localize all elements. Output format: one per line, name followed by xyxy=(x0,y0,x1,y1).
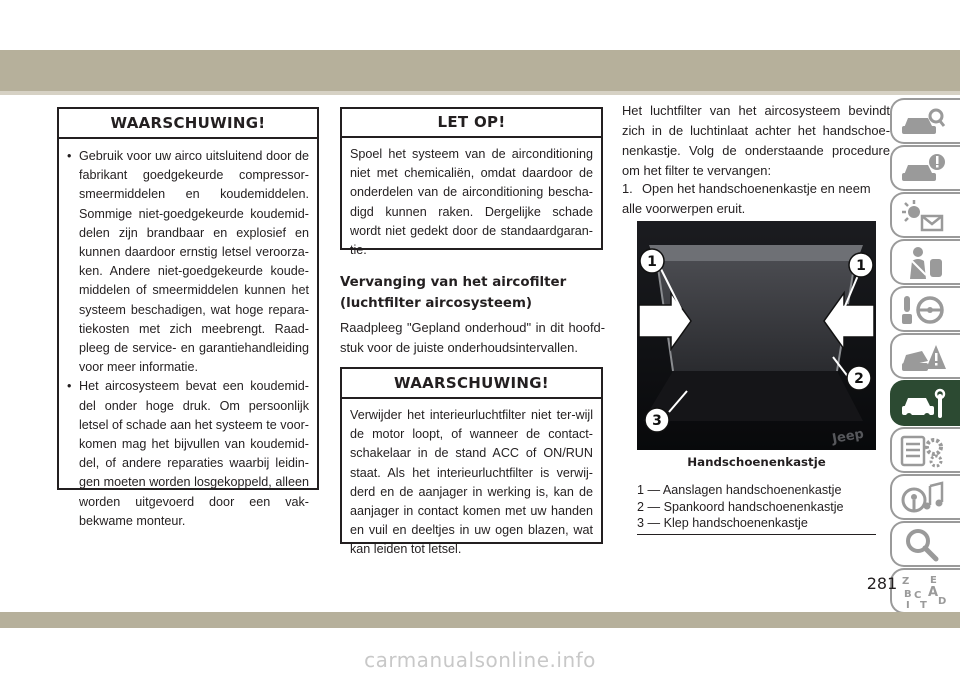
caution-title: LET OP! xyxy=(342,109,601,138)
tab-car-search[interactable] xyxy=(890,98,960,144)
tab-search[interactable] xyxy=(890,521,960,567)
caution-body: Spoel het systeem van de airconditioning niet met chemicaliën, omdat daardoor de onderdelen van de airconditioning bescha-digd kunnen raken. Dergelijke schade wordt niet gedekt door de standaardgaran-tie. xyxy=(350,147,593,258)
warning-title: WAARSCHUWING! xyxy=(59,109,317,139)
tab-dashboard-warning[interactable] xyxy=(890,192,960,238)
car-info-icon xyxy=(900,151,946,187)
tab-car-service[interactable] xyxy=(890,380,960,426)
page-number: 281 xyxy=(866,574,898,593)
warning-item: • Het aircosysteem bevat een koudemid-del onder hoge druk. Om persoonlijk letsel of schade aan het systeem te voor-komen mag het bijvullen van koudemid-del, of andere reparaties waarbij leidin-gen moeten worden losgekoppeld, alleen worden uitgevoerd door een vak-bekwame monteur. xyxy=(67,377,309,531)
section-paragraph: Raadpleeg "Gepland onderhoud" in dit hoofd-stuk voor de juiste onderhoudsintervallen. xyxy=(340,320,605,355)
tab-steering-wheel[interactable] xyxy=(890,286,960,332)
car-service-wrench-icon xyxy=(900,386,946,422)
step-text: Open het handschoenenkastje en neem alle voorwerpen eruit. xyxy=(622,181,871,216)
car-search-icon xyxy=(900,104,946,140)
tab-car-info[interactable] xyxy=(890,145,960,191)
bottom-band xyxy=(0,612,960,628)
index-letter: T xyxy=(920,600,927,610)
callout-label: 2 xyxy=(854,371,864,387)
figure-legend xyxy=(637,482,876,532)
seatbelt-person-icon xyxy=(900,245,946,281)
search-index-icon xyxy=(900,527,946,563)
index-letter: Z xyxy=(902,576,910,587)
warning-body: Verwijder het interieurluchtfilter niet ter-wijl de motor loopt, of wanneer de contact-schakelaar in de stand ACC of ON/RUN staat. Als het interieurluchtfilter is verwij-derd en de aanjager in werking is, kan de aanjager in contact komen met uw handen en vuil en deeltjes in uw ogen blazen, wat kan leiden tot letsel. xyxy=(350,408,593,557)
index-letter: B xyxy=(904,589,912,600)
glovebox-photo xyxy=(637,221,876,450)
caution-box xyxy=(340,107,603,258)
warning-title: WAARSCHUWING! xyxy=(342,369,601,399)
watermark: carmanualsonline.info xyxy=(364,648,596,672)
warning-box-2 xyxy=(340,367,603,557)
index-letter: C xyxy=(914,590,922,601)
top-band-line xyxy=(0,91,960,95)
tab-seatbelt[interactable] xyxy=(890,239,960,285)
legend-item: 3 — Klep handschoenenkastje xyxy=(637,516,808,530)
procedure-step-1 xyxy=(622,179,890,219)
music-media-icon xyxy=(900,480,946,516)
dashboard-warning-icon xyxy=(900,198,946,234)
index-letter: D xyxy=(938,596,946,607)
tab-car-crash-warning[interactable] xyxy=(890,333,960,379)
legend-item: 2 — Spankoord handschoenenkastje xyxy=(637,499,844,514)
index-letter: A xyxy=(928,585,939,600)
warning-item: • Gebruik voor uw airco uitsluitend door de fabrikant goedgekeurde compressor-smeermiddelen en koudemiddelen. Sommige niet-goedgekeurde koudemid-delen zijn brandbaar en explosief en kunnen daardoor ernstig letsel veroorza-ken. Andere niet-goedgekeurde koude-middelen of smeermiddelen kunnen het systeem beschadigen, wat hoge repara-tiekosten met zich meebrengt. Raad-pleeg de service- en garantiehandleiding voor meer informatie. xyxy=(67,147,309,377)
step-number: 1. xyxy=(622,181,633,196)
callout-label: 3 xyxy=(652,413,662,429)
jeep-logo-text: Jeep xyxy=(831,426,865,447)
legend-item: 1 — Aanslagen handschoenenkastje xyxy=(637,483,842,497)
tab-specifications[interactable] xyxy=(890,427,960,473)
callout-label: 1 xyxy=(856,258,866,274)
warning-body xyxy=(59,139,317,531)
section-heading: Vervanging van het aircofilter (luchtfilter aircosysteem) xyxy=(340,275,567,311)
steering-wheel-icon xyxy=(900,292,946,328)
warning-box-1 xyxy=(57,107,319,528)
glovebox-illustration xyxy=(637,221,876,450)
tab-media[interactable] xyxy=(890,474,960,520)
index-letter: E xyxy=(930,575,937,586)
index-letter: I xyxy=(906,600,910,610)
intro-paragraph: Het luchtfilter van het aircosysteem bevindt zich in de luchtinlaat achter het handschoe-nenkastje. Volg de onderstaande procedure om het filter te vervangen: xyxy=(622,103,890,178)
specifications-gear-icon xyxy=(900,433,946,469)
figure-caption: Handschoenenkastje xyxy=(687,455,826,469)
car-crash-warning-icon xyxy=(900,339,946,375)
legend-divider xyxy=(637,534,876,535)
callout-label: 1 xyxy=(647,254,657,270)
top-band xyxy=(0,50,960,91)
language-letters-icon xyxy=(900,574,946,610)
